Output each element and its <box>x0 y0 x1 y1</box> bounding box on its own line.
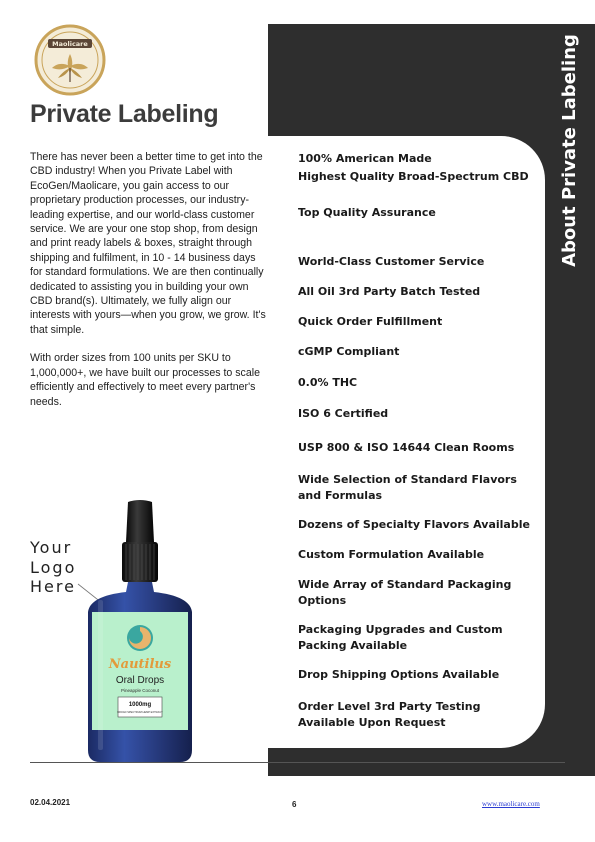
side-title <box>544 24 595 276</box>
feature-item: All Oil 3rd Party Batch Tested <box>298 285 481 298</box>
feature-item: Drop Shipping Options Available <box>298 668 500 681</box>
feature-item: Order Level 3rd Party Testing Available Upon Request <box>298 700 481 729</box>
page-title: Private Labeling <box>30 100 219 128</box>
bottle-spectrum: BROAD SPECTRUM HEMP EXTRACT <box>117 711 163 714</box>
feature-item: World-Class Customer Service <box>298 255 485 268</box>
logo-placeholder-line: Logo <box>30 557 77 577</box>
bottle-strength: 1000mg <box>128 702 152 708</box>
page-number: 6 <box>292 800 297 809</box>
product-bottle-image <box>70 500 240 768</box>
feature-item: Custom Formulation Available <box>298 548 485 561</box>
intro-paragraph-1: There has never been a better time to get into the CBD industry! When you Private Label with EcoGen/Maolicare, you gain access to our proprietary production processes, our industry-leading expertise, and our world-class customer service. We are your one stop shop, from design and print ready labels & boxes, straight through shipping and fulfilment, in 10 - 14 business days for standard formulations. We are then continually dedicated to assisting you in building your own CBD brand(s). Ultimately, we fully align our interests with yours—when you grow, we grow. It's that simple. <box>30 151 266 336</box>
footer-date: 02.04.2021 <box>30 798 71 807</box>
website-link[interactable]: www.maolicare.com <box>482 800 540 808</box>
feature-item: Wide Array of Standard Packaging Options <box>298 578 512 607</box>
bottle-flavor: Pineapple Coconut <box>120 688 160 693</box>
intro-text <box>30 150 270 423</box>
bottle-brand: Nautilus <box>108 657 172 672</box>
feature-item: Quick Order Fulfillment <box>298 315 443 328</box>
intro-paragraph-2: With order sizes from 100 units per SKU to 1,000,000+, we have built our processes to scale efficiently and effectively to meet every partner's needs. <box>30 352 260 408</box>
footer-divider <box>30 762 565 763</box>
feature-item: Top Quality Assurance <box>298 206 436 219</box>
bottle-product: Oral Drops <box>115 675 165 686</box>
logo-placeholder-line: Your <box>30 538 73 557</box>
feature-item: Wide Selection of Standard Flavors and Formulas <box>298 473 517 502</box>
feature-item: 0.0% THC <box>298 376 358 389</box>
feature-item: Packaging Upgrades and Custom Packing Available <box>298 623 503 652</box>
feature-item: cGMP Compliant <box>298 345 400 358</box>
side-title-text: About Private Labeling <box>559 33 581 267</box>
feature-item: USP 800 & ISO 14644 Clean Rooms <box>298 441 515 454</box>
feature-item: ISO 6 Certified <box>298 407 389 420</box>
brand-logo-text: Maolicare <box>52 40 88 48</box>
feature-item: 100% American Made <box>298 152 432 165</box>
brand-logo <box>34 24 106 96</box>
logo-placeholder-line: Here <box>30 577 76 596</box>
feature-item: Highest Quality Broad-Spectrum CBD <box>298 170 529 183</box>
feature-item: Dozens of Specialty Flavors Available <box>298 518 530 531</box>
